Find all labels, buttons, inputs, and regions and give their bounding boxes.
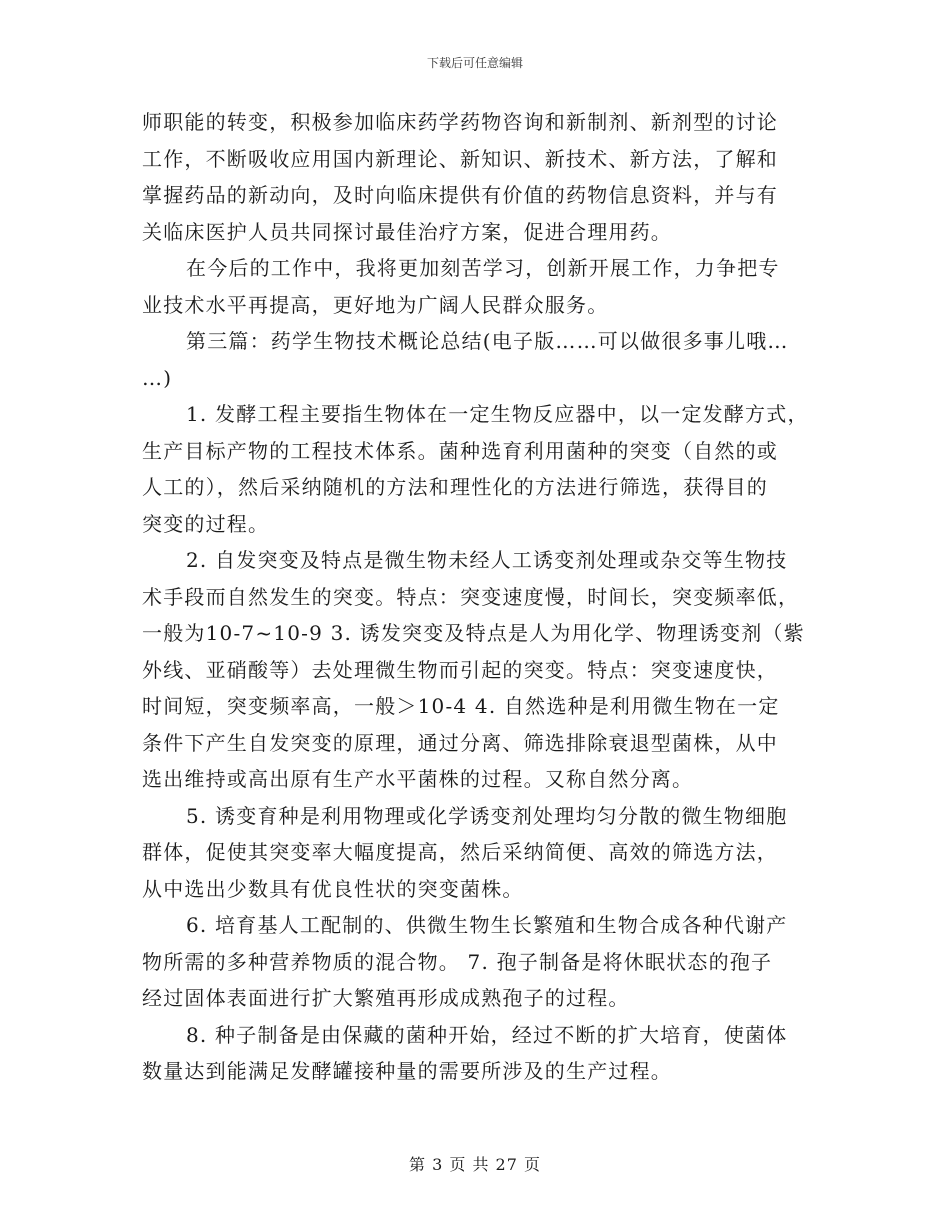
- text-line: 人工的），然后采纳随机的方法和理性化的方法进行筛选，获得目的: [142, 475, 768, 499]
- text-line: 术手段而自然发生的突变。特点：突变速度慢，时间长，突变频率低，: [142, 584, 800, 609]
- text-line: 工作，不断吸收应用国内新理论、新知识、新技术、新方法，了解和: [142, 146, 778, 171]
- page-footer: 第 3 页 共 27 页: [409, 1155, 541, 1174]
- text-line: 师职能的转变，积极参加临床药学药物咨询和新制剂、新剂型的讨论: [142, 110, 778, 134]
- text-line: 掌握药品的新动向，及时向临床提供有价值的药物信息资料，并与有: [142, 183, 778, 207]
- text-line: 选出维持或高出原有生产水平菌株的过程。又称自然分离。: [142, 767, 694, 791]
- text-line: 关临床医护人员共同探讨最佳治疗方案，促进合理用药。: [142, 219, 672, 244]
- text-line: 数量达到能满足发酵罐接种量的需要所涉及的生产过程。: [142, 1059, 672, 1083]
- text-line: 生产目标产物的工程技术体系。菌种选育利用菌种的突变（自然的或: [142, 438, 778, 463]
- text-line: 第三篇：药学生物技术概论总结(电子版……可以做很多事儿哦…: [186, 329, 789, 353]
- text-line: 5. 诱变育种是利用物理或化学诱变剂处理均匀分散的微生物细胞: [186, 803, 788, 828]
- text-line: 1. 发酵工程主要指生物体在一定生物反应器中，以一定发酵方式，: [186, 402, 809, 426]
- text-line: 时间短，突变频率高，一般＞10-4 4. 自然选种是利用微生物在一定: [142, 694, 780, 718]
- document-body: [142, 104, 832, 1090]
- text-line: …): [142, 365, 173, 390]
- text-line: 业技术水平再提高，更好地为广阔人民群众服务。: [142, 292, 609, 317]
- text-line: 群体，促使其突变率大幅度提高，然后采纳简便、高效的筛选方法，: [142, 840, 778, 864]
- text-line: 外线、亚硝酸等）去处理微生物而引起的突变。特点：突变速度快，: [142, 657, 778, 682]
- text-line: 在今后的工作中，我将更加刻苦学习，创新开展工作，力争把专: [186, 256, 780, 280]
- text-line: 条件下产生自发突变的原理，通过分离、筛选排除衰退型菌株，从中: [142, 730, 778, 755]
- text-line: 物所需的多种营养物质的混合物。 7. 孢子制备是将休眠状态的孢子: [142, 949, 773, 974]
- text-line: 一般为10-7~10-9 3. 诱发突变及特点是人为用化学、物理诱变剂（紫: [142, 621, 805, 645]
- text-line: 从中选出少数具有优良性状的突变菌株。: [142, 876, 524, 901]
- text-line: 2. 自发突变及特点是微生物未经人工诱变剂处理或杂交等生物技: [186, 548, 788, 572]
- text-line: 突变的过程。: [142, 511, 270, 536]
- text-line: 8. 种子制备是由保藏的菌种开始，经过不断的扩大培育，使菌体: [186, 1022, 788, 1047]
- page-header: 下载后可任意编辑: [426, 56, 523, 70]
- text-line: 经过固体表面进行扩大繁殖再形成成熟孢子的过程。: [142, 986, 630, 1010]
- text-line: 6. 培育基人工配制的、供微生物生长繁殖和生物合成各种代谢产: [186, 913, 788, 937]
